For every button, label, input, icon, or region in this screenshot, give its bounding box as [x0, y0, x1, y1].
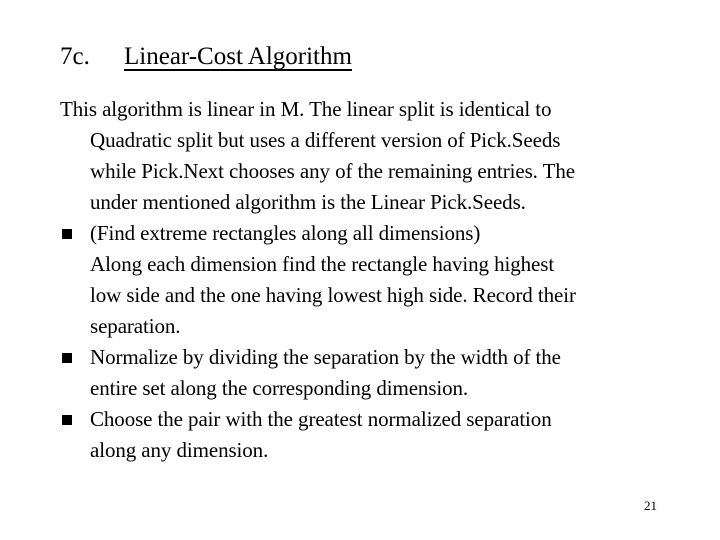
bullet-continuation: low side and the one having lowest high side. Record their — [90, 283, 576, 307]
bullet-text: Choose the pair with the greatest normalized separation — [90, 407, 552, 431]
section-number: 7c. — [60, 43, 90, 70]
bullet-item — [60, 404, 700, 435]
bullet-continuation: Along each dimension find the rectangle having highest — [90, 252, 555, 276]
bullet-item — [60, 342, 700, 373]
intro-line: under mentioned algorithm is the Linear Pick.Seeds. — [90, 190, 526, 214]
square-bullet-icon — [62, 353, 72, 363]
bullet-continuation: along any dimension. — [90, 438, 269, 462]
bullet-text: Normalize by dividing the separation by the width of the — [90, 345, 561, 369]
intro-line: while Pick.Next chooses any of the remaining entries. The — [90, 159, 575, 183]
square-bullet-icon — [62, 229, 72, 239]
title-text: Linear-Cost Algorithm — [124, 43, 352, 70]
square-bullet-icon — [62, 415, 72, 425]
bullet-continuation: separation. — [90, 314, 181, 338]
bullet-item — [60, 218, 700, 249]
bullet-text: (Find extreme rectangles along all dimensions) — [90, 221, 481, 245]
slide-title — [60, 40, 352, 74]
intro-line: Quadratic split but uses a different version of Pick.Seeds — [90, 128, 561, 152]
page-number: 21 — [644, 498, 657, 513]
slide-body — [60, 94, 700, 466]
bullet-continuation: entire set along the corresponding dimension. — [90, 376, 469, 400]
intro-line: This algorithm is linear in M. The linear split is identical to — [60, 97, 552, 121]
